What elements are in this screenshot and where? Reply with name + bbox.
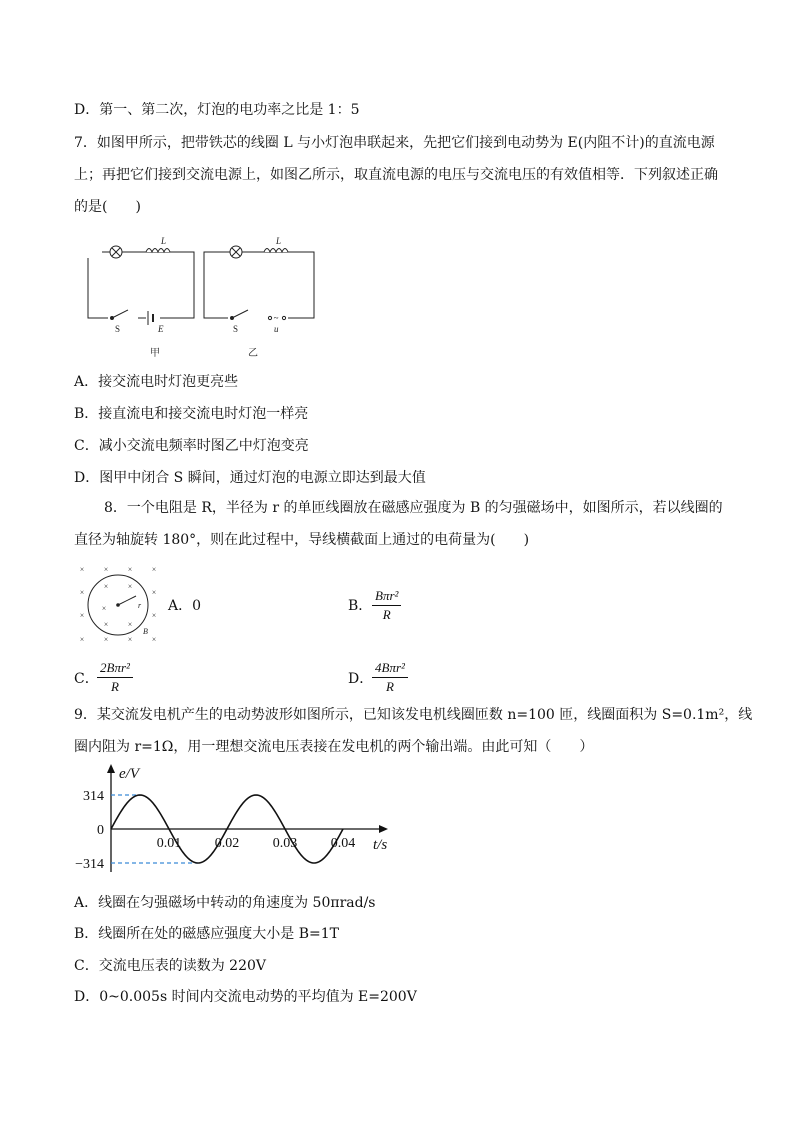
q8-option-a[interactable]: A．0 xyxy=(168,598,202,614)
y-tick-label: 0 xyxy=(97,823,104,838)
svg-text:×: × xyxy=(127,582,133,591)
q8-option-c-fraction[interactable] xyxy=(97,660,133,695)
fraction-numerator: 4Bπr² xyxy=(372,660,408,678)
q8-coil-field-figure xyxy=(74,562,164,646)
fraction-denominator: R xyxy=(110,679,119,694)
x-axis-arrow xyxy=(379,825,388,833)
x-axis-label: t/s xyxy=(373,837,388,853)
q7-caption-yi: 乙 xyxy=(248,348,258,359)
inductor-coil-icon-2 xyxy=(264,249,288,253)
svg-text:×: × xyxy=(103,565,109,574)
q7-stem-line-3: 的是( ) xyxy=(74,199,141,215)
svg-text:×: × xyxy=(79,565,85,574)
q7-label-S2: S xyxy=(233,324,239,334)
svg-text:×: × xyxy=(127,620,133,629)
svg-text:×: × xyxy=(79,588,85,597)
svg-text:×: × xyxy=(103,582,109,591)
q8-option-d-label[interactable]: D． xyxy=(348,671,374,687)
svg-text:×: × xyxy=(103,620,109,629)
q9-stem-line-2: 圈内阻为 r=1Ω，用一理想交流电压表接在发电机的两个输出端。由此可知（ ） xyxy=(74,739,594,755)
x-tick-label: 0.01 xyxy=(156,836,182,851)
y-tick-label: 314 xyxy=(83,789,104,804)
q7-stem-line-2: 上；再把它们接到交流电源上，如图乙所示，取直流电源的电压与交流电压的有效值相等．下列叙述正确 xyxy=(74,167,718,183)
q8-stem-line-1: 8．一个电阻是 R，半径为 r 的单匝线圈放在磁感应强度为 B 的匀强磁场中，如图所示，若以线圈的 xyxy=(104,500,723,516)
q7-circuit-figure xyxy=(78,232,338,362)
q8-option-d-fraction[interactable] xyxy=(372,660,408,695)
svg-text:×: × xyxy=(79,635,85,644)
q9-option-c[interactable]: C．交流电压表的读数为 220V xyxy=(74,958,266,974)
y-tick-label: −314 xyxy=(75,857,104,872)
q8-option-b-label[interactable]: B． xyxy=(348,598,373,614)
q7-option-c[interactable]: C．减小交流电频率时图乙中灯泡变亮 xyxy=(74,438,309,454)
radius-line xyxy=(118,596,136,605)
q7-caption-jia: 甲 xyxy=(150,348,160,359)
inductor-coil-icon xyxy=(146,249,170,253)
q8-option-b-fraction[interactable] xyxy=(372,588,401,623)
fraction-denominator: R xyxy=(385,679,394,694)
svg-text:×: × xyxy=(127,565,133,574)
fraction-numerator: Bπr² xyxy=(372,588,401,606)
x-tick-label: 0.04 xyxy=(330,836,356,851)
q8-stem-line-2: 直径为轴旋转 180°，则在此过程中，导线横截面上通过的电荷量为( ) xyxy=(74,532,530,548)
x-tick-label: 0.03 xyxy=(272,836,298,851)
q9-emf-waveform-chart xyxy=(70,762,400,877)
svg-text:×: × xyxy=(151,565,157,574)
q7-label-L1: L xyxy=(161,236,167,246)
q7-option-d[interactable]: D．图甲中闭合 S 瞬间，通过灯泡的电源立即达到最大值 xyxy=(74,470,426,486)
y-axis-label: e/V xyxy=(119,766,139,782)
q8-label-r: r xyxy=(138,601,142,610)
svg-text:~: ~ xyxy=(273,313,279,323)
ac-terminal-icon xyxy=(268,316,271,319)
q7-label-E: E xyxy=(158,324,164,334)
q9-option-b[interactable]: B．线圈所在处的磁感应强度大小是 B=1T xyxy=(74,926,340,942)
svg-text:×: × xyxy=(151,588,157,597)
svg-text:×: × xyxy=(151,635,157,644)
q6-option-d: D．第一、第二次，灯泡的电功率之比是 1：5 xyxy=(74,102,360,118)
q7-label-S1: S xyxy=(115,324,121,334)
x-tick-label: 0.02 xyxy=(214,836,240,851)
fraction-denominator: R xyxy=(382,607,391,622)
fraction-numerator: 2Bπr² xyxy=(97,660,133,678)
svg-text:×: × xyxy=(127,635,133,644)
q7-stem-line-1: 7．如图甲所示，把带铁芯的线圈 L 与小灯泡串联起来，先把它们接到电动势为 E(内阻不计)的直流电源 xyxy=(74,135,715,151)
svg-text:×: × xyxy=(151,611,157,620)
q7-option-a[interactable]: A．接交流电时灯泡更亮些 xyxy=(74,374,239,390)
q9-option-d[interactable]: D．0~0.005s 时间内交流电动势的平均值为 E=200V xyxy=(74,989,417,1005)
q7-label-u: u xyxy=(274,324,279,334)
q7-label-L2: L xyxy=(276,236,282,246)
q9-stem-line-1: 9．某交流发电机产生的电动势波形如图所示，已知该发电机线圈匝数 n=100 匝，线圈面积为 S=0.1m²，线 xyxy=(74,707,753,723)
q8-option-c-label[interactable]: C． xyxy=(74,671,99,687)
q8-label-B: B xyxy=(143,627,148,636)
svg-text:×: × xyxy=(103,635,109,644)
y-axis-arrow xyxy=(107,764,115,773)
q9-option-a[interactable]: A．线圈在匀强磁场中转动的角速度为 50πrad/s xyxy=(74,895,376,911)
svg-text:×: × xyxy=(101,604,107,613)
q7-option-b[interactable]: B．接直流电和接交流电时灯泡一样亮 xyxy=(74,406,309,422)
svg-text:×: × xyxy=(79,611,85,620)
